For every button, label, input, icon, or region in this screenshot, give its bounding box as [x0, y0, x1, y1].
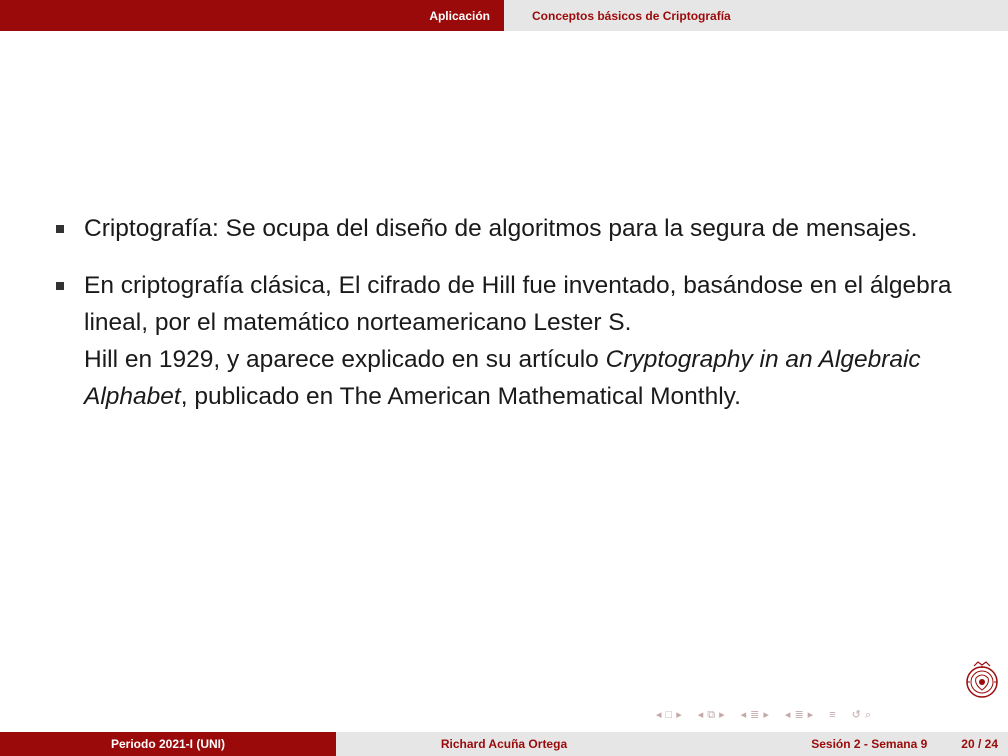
arrow-left-icon[interactable]: ◂	[740, 709, 747, 721]
bullet-square-icon	[56, 225, 64, 233]
page-number: 20 / 24	[961, 737, 998, 751]
search-icon[interactable]: ⌕	[864, 709, 872, 721]
frame-icon[interactable]: □	[665, 709, 673, 721]
bullet-text-line2-post: , publicado en The American Mathematical Monthly.	[180, 383, 741, 410]
undo-icon[interactable]: ↺	[851, 709, 861, 721]
bullet-square-icon	[56, 282, 64, 290]
arrow-left-icon[interactable]: ◂	[784, 709, 791, 721]
section-icon[interactable]: ≣	[750, 709, 760, 721]
subsection-icon[interactable]: ⧉	[707, 709, 716, 721]
bullet-text-line1: En criptografía clásica, El cifrado de Hill fue inventado, basándose en el álgebra lineal, por el matemático norteamericano Lester S.	[84, 272, 952, 336]
arrow-right-icon[interactable]: ▸	[719, 709, 725, 721]
footer-bar	[0, 732, 1008, 756]
footer-author-text: Richard Acuña Ortega	[440, 737, 568, 751]
footer-period	[0, 732, 336, 756]
arrow-right-icon[interactable]: ▸	[807, 709, 814, 721]
arrow-left-icon[interactable]: ◂	[656, 709, 662, 721]
header-right	[504, 0, 1008, 31]
bullet-text-line2-pre: Hill en 1929, y aparece explicado en su artículo	[84, 346, 606, 373]
article-title: Cryptography in an Algebraic Alphabet	[84, 346, 921, 410]
section-icon[interactable]: ≣	[794, 709, 804, 721]
arrow-right-icon[interactable]: ▸	[763, 709, 769, 721]
bullet-item	[56, 210, 966, 247]
header-left	[0, 0, 504, 31]
align-icon[interactable]: ≡	[829, 709, 836, 721]
footer-period-text: Periodo 2021-I (UNI)	[110, 737, 226, 751]
footer-author	[336, 732, 672, 756]
header-bar	[0, 0, 1008, 31]
slide-content	[56, 210, 966, 435]
bullet-text: Criptografía: Se ocupa del diseño de algoritmos para la segura de mensajes.	[84, 215, 918, 242]
bullet-item	[56, 267, 966, 415]
footer-session-text: Sesión 2 - Semana 9	[811, 737, 928, 751]
navigation-controls	[656, 706, 871, 724]
header-subsection-link[interactable]: Conceptos básicos de Criptografía	[532, 8, 731, 23]
arrow-left-icon[interactable]: ◂	[697, 709, 704, 721]
arrow-right-icon[interactable]: ▸	[676, 709, 682, 721]
university-seal-icon	[964, 660, 1000, 700]
footer-session	[672, 732, 1008, 756]
header-section-link[interactable]: Aplicación	[429, 8, 490, 23]
